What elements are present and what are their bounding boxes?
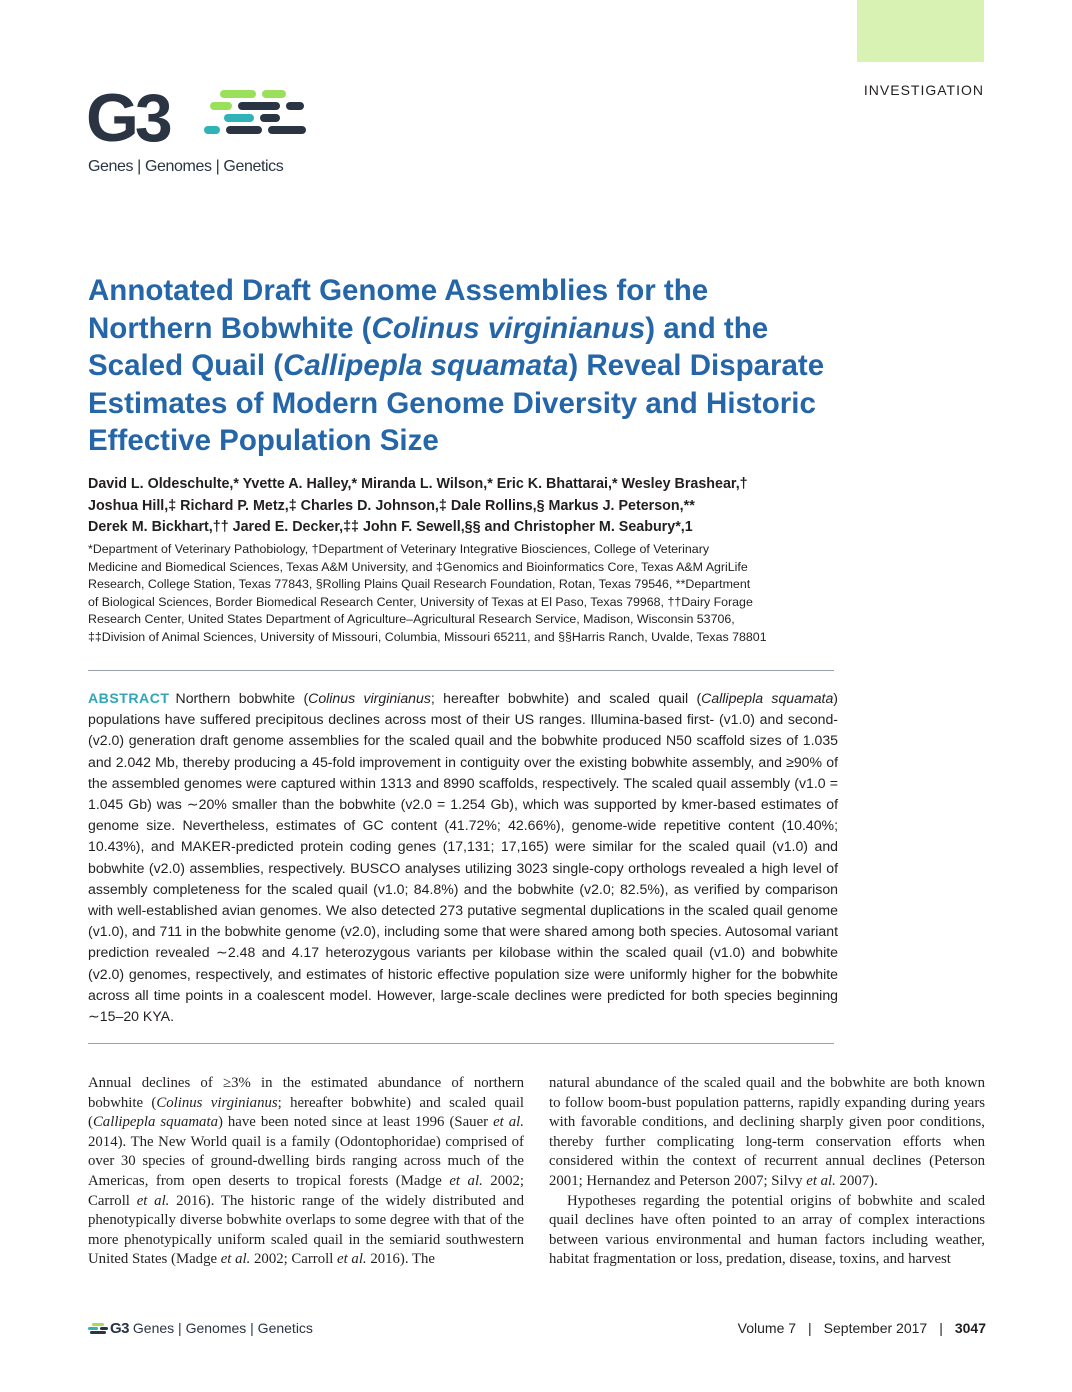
title-line: ) Reveal Disparate: [568, 349, 825, 382]
title-line: Northern Bobwhite (: [88, 311, 372, 345]
footer-journal-name: Genes | Genomes | Genetics: [132, 1320, 313, 1336]
page-number: 3047: [954, 1320, 986, 1336]
author-line: Joshua Hill,‡ Richard P. Metz,‡ Charles D. Johnson,‡ Dale Rollins,§ Markus J. Peterson,**: [88, 497, 695, 514]
article-title: [88, 272, 918, 460]
divider: [88, 670, 834, 671]
affiliation-line: Research Center, United States Department of Agriculture–Agricultural Research Service, Madison, Wisconsin 53706,: [88, 612, 735, 626]
title-line: Annotated Draft Genome Assemblies for the: [88, 274, 709, 307]
section-label: INVESTIGATION: [863, 82, 984, 98]
affiliation-line: of Biological Sciences, Border Biomedical Research Center, University of Texas at El Paso, Texas 79968, ††Dairy Forage: [88, 594, 753, 609]
abstract-species: Callipepla squamata: [701, 690, 834, 706]
title-line: Estimates of Modern Genome Diversity and Historic: [88, 386, 816, 420]
logo-subtitle: Genes | Genomes | Genetics: [88, 158, 284, 175]
author-list: [88, 474, 968, 539]
title-line: Effective Population Size: [88, 424, 439, 457]
affiliations: [88, 541, 988, 646]
body-paragraph: Hypotheses regarding the potential origins of bobwhite and scaled quail declines have often pointed to an array of complex interactions between various environmental and human factors including weather, habitat fragmentation or loss, predation, disease, toxins, and harvest: [549, 1192, 985, 1268]
author-line: Derek M. Bickhart,†† Jared E. Decker,‡‡ John F. Sewell,§§ and Christopher M. Seabury*,1: [88, 519, 693, 535]
affiliation-line: *Department of Veterinary Pathobiology, †Department of Veterinary Integrative Biosciences, College of Veterinary: [88, 542, 710, 556]
header-color-block: [857, 0, 984, 62]
body-paragraph: natural abundance of the scaled quail and the bobwhite are both known to follow boom-bust population patterns, rapidly expanding during years with favorable conditions, and declining sharply given poor conditions, thereby further complicating long-term conservation efforts when considered within the context of recurrent annual declines (Peterson 2001; Hernandez and Peterson 2007; Silvy et al. 2007).: [549, 1075, 985, 1189]
footer-journal-logo: [88, 1320, 313, 1337]
abstract-species: Colinus virginianus: [308, 690, 431, 706]
body-column-right: [549, 1074, 985, 1270]
logo-bars-icon: [204, 90, 314, 146]
affiliation-line: Research, College Station, Texas 77843, §Rolling Plains Quail Research Foundation, Rotan, Texas 79546, **Department: [88, 577, 751, 591]
author-line: David L. Oldeschulte,* Yvette A. Halley,* Miranda L. Wilson,* Eric K. Bhattarai,* Wesley Brashear,†: [88, 476, 748, 492]
abstract: [88, 688, 838, 1027]
footer-logo-bars-icon: [88, 1323, 108, 1334]
abstract-text: ) populations have suffered precipitous declines across most of their US ranges. Illumina-based first- (v1.0) and second- (v2.0) generation draft genome assemblies for the scaled quail and the bobwhite produced N50 scaffold sizes of 1.035 and 2.042 Mb, thereby producing a 45-fold improvement in contiguity over the existing bobwhite assembly, and ≥90% of the assembled genomes were captured within 1313 and 8990 scaffolds, respectively. The scaled quail assembly (v1.0 = 1.045 Gb) was ∼20% smaller than the bobwhite (v2.0 = 1.254 Gb), which was supported by kmer-based estimates of genome size. Nevertheless, estimates of GC content (41.72%; 42.66%), genome-wide repetitive content (10.40%; 10.43%), and MAKER-predicted protein coding genes (17,131; 17,165) were similar for the scaled quail (v1.0) and bobwhite (v2.0) assemblies, respectively. BUSCO analyses utilizing 3023 single-copy orthologs revealed a high level of assembly completeness for the scaled quail (v1.0; 84.8%) and the bobwhite (v2.0; 82.5%), as verified by comparison with well-established avian genomes. We also detected 273 putative segmental duplications in the scaled quail genome (v1.0), and 711 in the bobwhite genome (v2.0), including some that were shared among both species. Autosomal variant prediction revealed ∼2.48 and 4.17 heterozygous variants per kilobase within the scaled quail (v1.0) and bobwhite (v2.0) genomes, respectively, and estimates of historic effective population size were uniformly higher for the bobwhite across all time points in a coalescent model. However, large-scale declines were predicted for both species beginning ∼15–20 KYA.: [88, 690, 838, 1025]
divider: [88, 1043, 834, 1044]
body-paragraph: Annual declines of ≥3% in the estimated abundance of northern bobwhite (Colinus virginianus; hereafter bobwhite) and scaled quail (Callipepla squamata) have been noted since at least 1996 (Sauer et al. 2014). The New World quail is a family (Odontophoridae) comprised of over 30 species of ground-dwelling birds ranging across much of the Americas, from open deserts to tropical forests (Madge et al. 2002; Carroll et al. 2016). The historic range of the widely distributed and phenotypically diverse bobwhite overlaps to some degree with that of the more phenotypically uniform scaled quail in the semiarid southwestern United States (Madge et al. 2002; Carroll et al. 2016). The: [88, 1075, 525, 1268]
journal-logo: [86, 80, 346, 184]
logo-wordmark: G3: [86, 80, 169, 156]
abstract-heading: ABSTRACT: [88, 690, 170, 706]
abstract-text: ; hereafter bobwhite) and scaled quail (: [430, 690, 702, 706]
title-line: Scaled Quail (: [88, 349, 284, 382]
affiliation-line: ‡‡Division of Animal Sciences, University of Missouri, Columbia, Missouri 65211, and §§Harris Ranch, Uvalde, Texas 78801: [88, 629, 767, 644]
footer-volume: Volume 7: [737, 1320, 797, 1336]
title-species-name: Callipepla squamata: [283, 349, 569, 382]
footer-date: September 2017: [823, 1320, 928, 1336]
footer-citation: Volume 7 | September 2017 | 3047: [737, 1320, 986, 1336]
footer-logo-wordmark: G3: [110, 1320, 130, 1337]
abstract-text: Northern bobwhite (: [175, 690, 309, 706]
title-species-name: Colinus virginianus: [371, 311, 646, 345]
body-column-left: [88, 1074, 524, 1270]
affiliation-line: Medicine and Biomedical Sciences, Texas A&M University, and ‡Genomics and Bioinformatics Core, Texas A&M AgriLife: [88, 559, 748, 574]
title-line: ) and the: [645, 311, 769, 345]
